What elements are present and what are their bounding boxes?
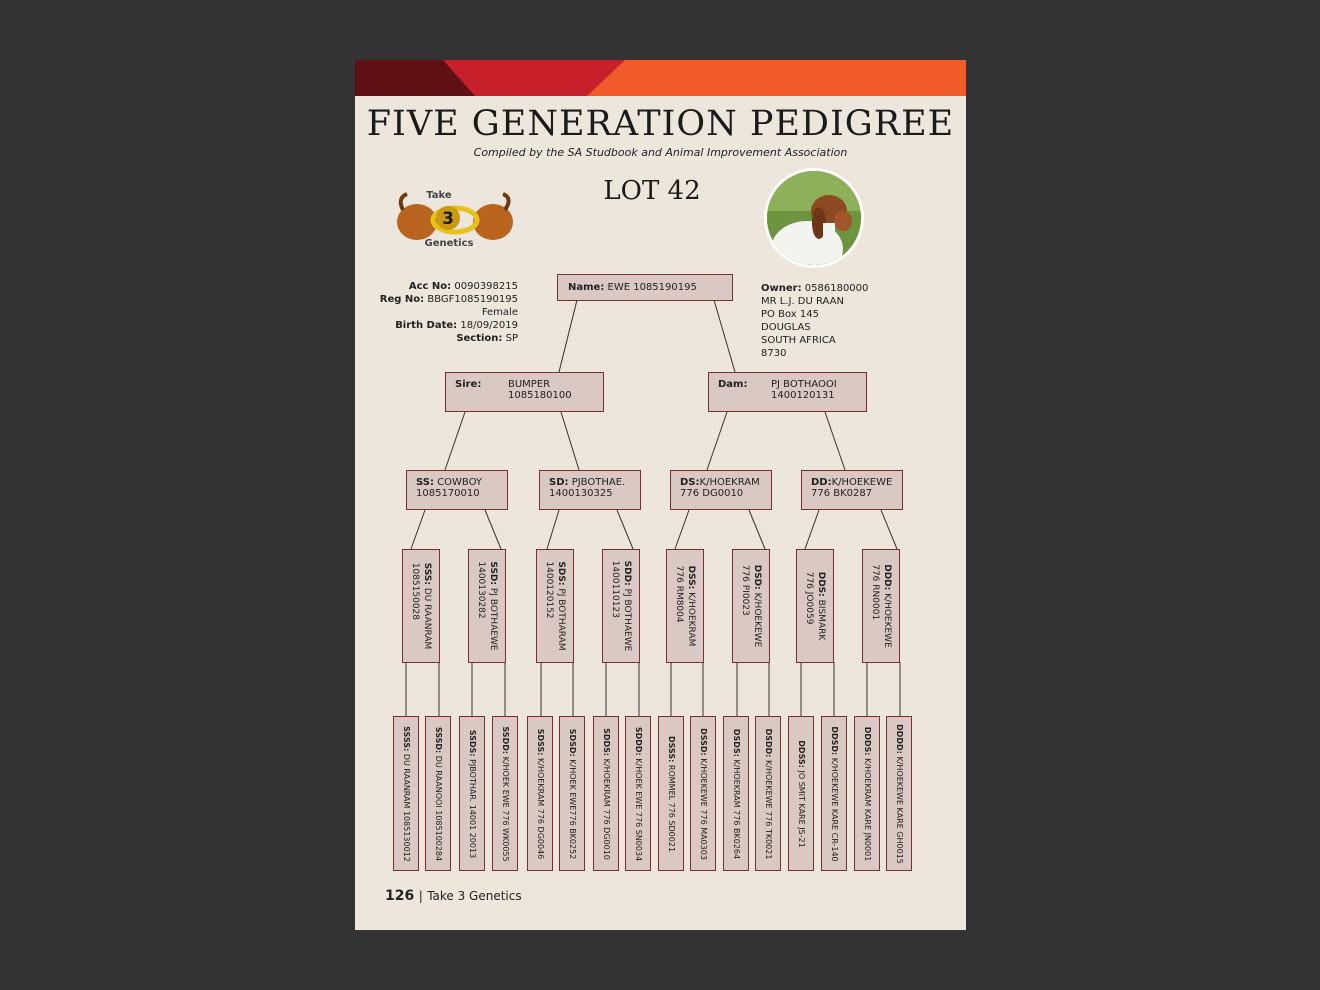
gen5-label: SSDS: <box>468 729 477 757</box>
gen5-label: SSSS: <box>402 725 411 751</box>
dam-name: PJ BOTHAOOI <box>771 379 837 390</box>
owner-line: MR L.J. DU RAAN <box>761 296 844 307</box>
gen5-label: SSSD: <box>434 726 443 753</box>
sd-box <box>539 470 641 510</box>
gen4-box <box>732 549 770 663</box>
gen5-text: K/HOEKRAM 776 DG0010 <box>602 758 611 860</box>
gen5-box <box>459 716 485 871</box>
gen4-id: 776 RN0001 <box>870 564 880 621</box>
gen5-text: K/HOEKEWE 776 TK0021 <box>764 759 773 859</box>
gen5-box <box>492 716 518 871</box>
gen5-label: DSDD: <box>764 728 773 757</box>
gen5-text: K/HOEK EWE 776 WK0055 <box>501 756 510 862</box>
birth-value: 18/09/2019 <box>460 320 518 331</box>
gen5-box <box>788 716 814 871</box>
name-value: EWE 1085190195 <box>607 282 697 293</box>
gen5-text: K/HOEKRAM KARE JN0001 <box>863 757 872 861</box>
page-subtitle: Compiled by the SA Studbook and Animal Improvement Association <box>473 146 848 159</box>
footer-brand: Take 3 Genetics <box>427 889 522 903</box>
reg-value: BBGF1085190195 <box>427 294 518 305</box>
birth-label: Birth Date: <box>395 320 458 331</box>
gen5-label: DSDS: <box>732 728 741 757</box>
lot-number: LOT 42 <box>603 176 701 206</box>
section-label: Section: <box>456 333 503 344</box>
gen4-box <box>602 549 640 663</box>
gen5-box <box>559 716 585 871</box>
gen4-box <box>468 549 506 663</box>
sire-box <box>445 372 604 412</box>
owner-line: SOUTH AFRICA <box>761 335 836 346</box>
owner-line: PO Box 145 <box>761 309 819 320</box>
gen5-text: K/HOEK EWE 776 SN0034 <box>634 757 643 861</box>
gen4-id: 776 JO0059 <box>804 571 814 625</box>
gen4-box <box>796 549 834 663</box>
acc-label: Acc No: <box>408 281 452 292</box>
dd-label: DD: <box>811 477 832 488</box>
gen5-label: DDSD: <box>830 725 839 755</box>
gen5-text: JO SMIT KARE JS-21 <box>797 769 806 848</box>
animal-name-box <box>557 274 733 301</box>
gen4-label: DDS: <box>816 571 826 597</box>
gen4-label: SSS: <box>422 562 432 585</box>
ss-id: 1085170010 <box>416 488 480 499</box>
gen5-box <box>886 716 912 871</box>
ds-name: K/HOEKRAM <box>699 477 760 488</box>
owner-label: Owner: <box>761 283 802 294</box>
owner-id: 0586180000 <box>804 283 869 294</box>
reg-label: Reg No: <box>379 294 425 305</box>
gen5-box <box>755 716 781 871</box>
gen4-label: DDD: <box>882 564 892 591</box>
gen4-name: PJ BOTHAEWE <box>622 588 632 652</box>
acc-value: 0090398215 <box>454 281 518 292</box>
gen5-label: DDSS: <box>797 739 806 768</box>
gen4-id: 1085150028 <box>410 562 420 621</box>
dam-id: 1400120131 <box>771 390 835 401</box>
pedigree-page <box>355 60 966 930</box>
logo-bottom-text: Genetics <box>424 238 474 249</box>
gen4-label: SDS: <box>556 561 566 586</box>
gen5-label: DSSD: <box>699 727 708 756</box>
gen5-label: SDDS: <box>602 727 611 756</box>
ss-name: COWBOY <box>437 477 483 488</box>
page-footer <box>385 888 522 904</box>
ds-label: DS: <box>680 477 700 488</box>
ss-box <box>406 470 508 510</box>
gen5-label: SSDD: <box>501 725 510 754</box>
gen5-text: K/HOEKEWE KARE GH0015 <box>895 755 904 864</box>
gen4-name: K/HOEKEWE <box>882 593 892 648</box>
gen5-label: DSSS: <box>667 735 676 762</box>
gen4-id: 1400120152 <box>544 561 554 619</box>
gen5-box <box>527 716 553 871</box>
footer-separator: | <box>418 889 423 903</box>
gen5-box <box>821 716 847 871</box>
dd-box <box>801 470 903 510</box>
gen5-box <box>854 716 880 871</box>
gen4-label: DSD: <box>752 564 762 590</box>
gen4-label: SDD: <box>622 560 632 586</box>
gen5-text: ROMMEL 776 SD0021 <box>667 764 676 852</box>
gen5-text: K/HOEK EWE776 BK0252 <box>568 758 577 859</box>
gen4-id: 776 RM8004 <box>674 565 684 623</box>
gen4-label: DSS: <box>686 565 696 590</box>
sex-value: Female <box>481 307 518 318</box>
ds-id: 776 DG0010 <box>680 488 744 499</box>
sire-name: BUMPER <box>508 379 551 390</box>
owner-line: DOUGLAS <box>761 322 811 333</box>
section-value: SP <box>505 333 518 344</box>
gen5-label: SDSD: <box>568 728 577 757</box>
gen5-text: K/HOEKEWE 776 MA0303 <box>699 757 708 860</box>
page-title: FIVE GENERATION PEDIGREE <box>366 104 955 144</box>
gen5-box <box>625 716 651 871</box>
logo-number: 3 <box>442 209 454 229</box>
dd-id: 776 BK0287 <box>811 488 873 499</box>
gen4-id: 1400110123 <box>610 560 620 618</box>
gen5-label: SDDD: <box>634 726 643 756</box>
ss-label: SS: <box>416 477 434 488</box>
dam-box <box>708 372 867 412</box>
gen5-box <box>690 716 716 871</box>
gen5-label: SDSS: <box>536 728 545 755</box>
gen5-text: K/HOEKEWE KARE CR-140 <box>830 757 839 862</box>
gen5-box <box>658 716 684 871</box>
gen4-id: 776 PI0023 <box>740 564 750 616</box>
gen5-text: DU RAANRAM 1085130012 <box>402 753 411 862</box>
gen4-label: SSD: <box>488 561 498 586</box>
gen4-name: DU RAANRAM <box>422 587 432 650</box>
sd-name: PJBOTHAE. <box>571 477 626 488</box>
gen4-name: K/HOEKRAM <box>686 592 696 647</box>
gen5-box <box>593 716 619 871</box>
gen4-name: PJ BOTHAEWE <box>488 587 498 651</box>
page-number: 126 <box>385 888 415 904</box>
gen5-label: DDDD: <box>895 723 904 754</box>
gen5-box <box>425 716 451 871</box>
sire-id: 1085180100 <box>508 390 572 401</box>
gen5-label: DDDS: <box>863 726 872 756</box>
gen5-text: K/HOEKRAM 776 BK0264 <box>732 758 741 859</box>
gen4-name: K/HOEKEWE <box>752 592 762 648</box>
owner-line: 8730 <box>761 348 787 359</box>
ds-box <box>670 470 772 510</box>
gen5-text: DU RAANOOI 1085100284 <box>434 755 443 861</box>
sire-label: Sire: <box>455 379 482 390</box>
sd-id: 1400130325 <box>549 488 613 499</box>
name-label: Name: <box>568 282 605 293</box>
gen4-box <box>862 549 900 663</box>
gen5-text: K/HOEKRAM 776 DG0046 <box>536 757 545 859</box>
gen4-name: BISMARK <box>816 599 826 641</box>
gen5-text: PJBOTHAR. 14001 20013 <box>468 758 477 858</box>
gen4-box <box>666 549 704 663</box>
sd-label: SD: <box>549 477 569 488</box>
gen4-id: 1400130282 <box>476 561 486 619</box>
gen5-box <box>723 716 749 871</box>
gen4-name: PJ BOTHARAM <box>556 588 566 651</box>
logo-top-text: Take <box>426 190 452 201</box>
gen4-box <box>536 549 574 663</box>
gen5-box <box>393 716 419 871</box>
dam-label: Dam: <box>718 379 748 390</box>
gen4-box <box>402 549 440 663</box>
dd-name: K/HOEKEWE <box>831 477 893 488</box>
